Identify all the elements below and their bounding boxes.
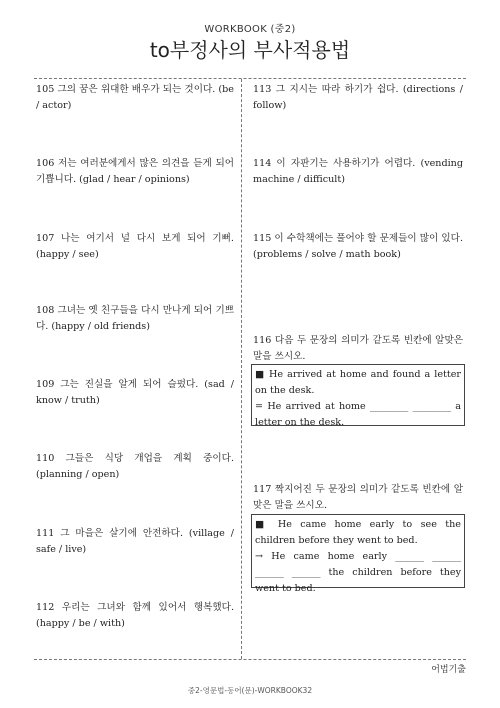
answer-box-116	[251, 364, 465, 426]
answer-box-117	[251, 514, 465, 594]
column-divider	[241, 79, 242, 659]
question-105: 105 그의 꿈은 위대한 배우가 되는 것이다. (be / actor)	[36, 84, 234, 111]
question-106: 106 저는 여러분에게서 많은 의견을 듣게 되어 기쁩니다. (glad / hear / opinions)	[36, 158, 234, 185]
page-title: to부정사의 부사적용법	[149, 38, 351, 62]
question-109: 109 그는 진실을 알게 되어 슬펐다. (sad / know / truth)	[36, 379, 234, 406]
footer-tag: 어법기출	[431, 665, 466, 675]
question-110: 110 그들은 식당 개업을 계획 중이다. (planning / open)	[36, 453, 234, 480]
question-116: 116 다음 두 문장의 의미가 같도록 빈칸에 알맞은 말을 쓰시오.	[253, 335, 463, 362]
question-108: 108 그녀는 옛 친구들을 다시 만나게 되어 기쁘다. (happy / old friends)	[36, 305, 234, 332]
question-112: 112 우리는 그녀와 함께 있어서 행복했다. (happy / be / with)	[36, 602, 234, 629]
question-113: 113 그 지시는 따라 하기가 쉽다. (directions / follow)	[253, 84, 463, 111]
question-114: 114 이 자판기는 사용하기가 어렵다. (vending machine / difficult)	[253, 158, 463, 185]
box117-sentence: ■ He came home early to see the children before they went to bed.	[255, 519, 461, 546]
question-111: 111 그 마을은 살기에 안전하다. (village / safe / live)	[36, 528, 234, 555]
top-divider	[34, 78, 466, 79]
question-117: 117 짝지어진 두 문장의 의미가 같도록 빈칸에 알맞은 말을 쓰시오.	[253, 484, 463, 511]
bottom-divider	[34, 659, 466, 660]
box117-rewrite: → He came home early ______ ______ ______ ______ the children before they went to bed.	[255, 551, 461, 594]
footer-page-code: 중2-영문법-동어(문)-WORKBOOK32	[187, 686, 313, 695]
box116-rewrite: = He arrived at home ________ ________ a letter on the desk.	[255, 401, 461, 428]
header-label: WORKBOOK (중2)	[204, 24, 296, 35]
question-115: 115 이 수학책에는 풀어야 할 문제들이 많이 있다. (problems / solve / math book)	[253, 233, 463, 260]
box116-sentence: ■ He arrived at home and found a letter on the desk.	[255, 369, 461, 396]
question-107: 107 나는 여기서 널 다시 보게 되어 기뻐. (happy / see)	[36, 233, 234, 260]
